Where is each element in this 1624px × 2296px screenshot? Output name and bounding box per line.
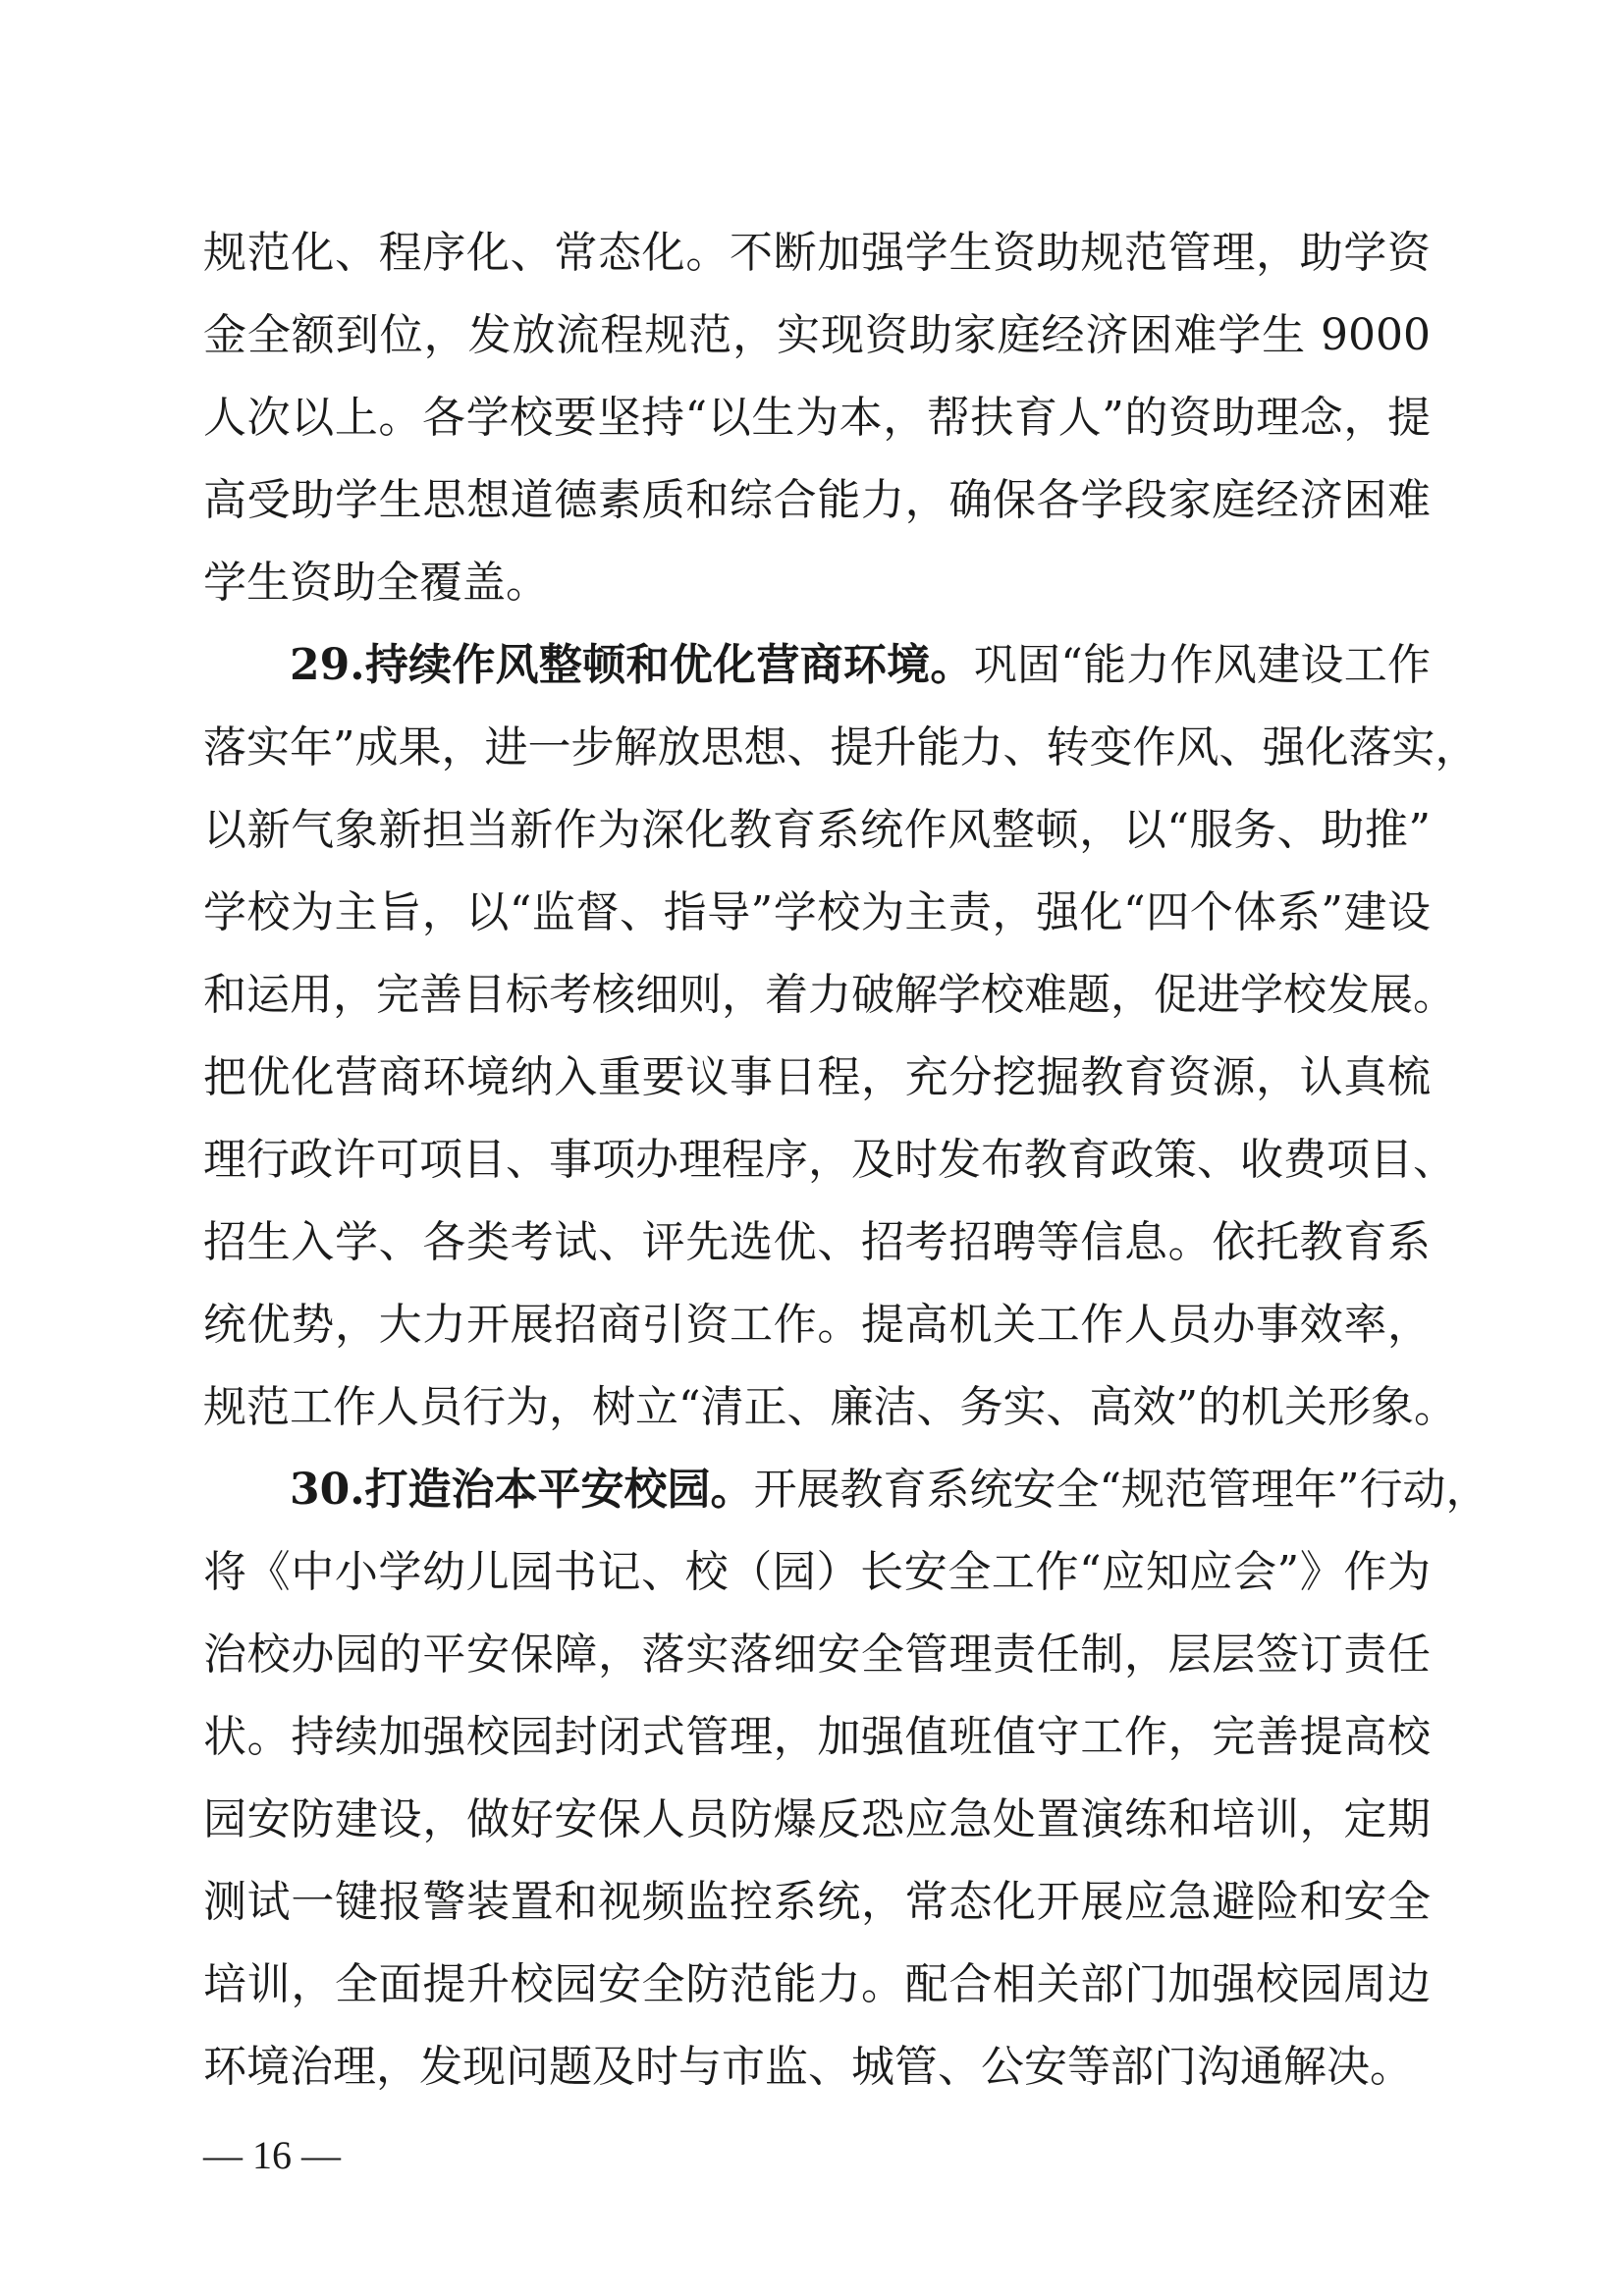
paragraph-line: 人次以上。各学校要坚持“以生为本，帮扶育人”的资助理念，提 — [203, 393, 1431, 443]
heading-line-rest: 巩固“能力作风建设工作 — [973, 640, 1431, 690]
section-heading-30: 30.打造治本平安校园。 — [290, 1465, 754, 1515]
paragraph-line: 治校办园的平安保障，落实落细安全管理责任制，层层签订责任 — [203, 1629, 1431, 1680]
paragraph-line: 规范工作人员行为，树立“清正、廉洁、务实、高效”的机关形象。 — [203, 1382, 1457, 1432]
paragraph-line: 学校为主旨，以“监督、指导”学校为主责，强化“四个体系”建设 — [203, 887, 1431, 937]
paragraph-line: 金全额到位，发放流程规范，实现资助家庭经济困难学生 9000 — [203, 310, 1431, 360]
paragraph-line: 招生入学、各类考试、评先选优、招考招聘等信息。依托教育系 — [203, 1217, 1431, 1267]
paragraph-line: 测试一键报警装置和视频监控系统，常态化开展应急避险和安全 — [203, 1877, 1431, 1927]
paragraph-line: 以新气象新担当新作为深化教育系统作风整顿，以“服务、助推” — [203, 805, 1431, 855]
paragraph-line: 和运用，完善目标考核细则，着力破解学校难题，促进学校发展。 — [203, 970, 1456, 1020]
section-heading-line — [290, 624, 1431, 707]
paragraph-line: 规范化、程序化、常态化。不断加强学生资助规范管理，助学资 — [203, 228, 1431, 278]
paragraph-line: 环境治理，发现问题及时与市监、城管、公安等部门沟通解决。 — [203, 2042, 1413, 2092]
heading-line-rest: 开展教育系统安全“规范管理年”行动， — [753, 1465, 1489, 1515]
paragraph-line: 园安防建设，做好安保人员防爆反恐应急处置演练和培训，定期 — [203, 1794, 1431, 1844]
paragraph-line: 把优化营商环境纳入重要议事日程，充分挖掘教育资源，认真梳 — [203, 1052, 1431, 1102]
paragraph-line: 高受助学生思想道德素质和综合能力，确保各学段家庭经济困难 — [203, 475, 1431, 525]
paragraph-line: 状。持续加强校园封闭式管理，加强值班值守工作，完善提高校 — [203, 1712, 1431, 1762]
section-heading-line — [290, 1449, 1489, 1531]
paragraph-line: 将《中小学幼儿园书记、校（园）长安全工作“应知应会”》作为 — [203, 1547, 1431, 1597]
paragraph-line: 统优势，大力开展招商引资工作。提高机关工作人员办事效率， — [203, 1300, 1431, 1350]
paragraph-line: 落实年”成果，进一步解放思想、提升能力、转变作风、强化落实， — [203, 722, 1479, 773]
paragraph-line: 学生资助全覆盖。 — [203, 558, 549, 608]
paragraph-line: 理行政许可项目、事项办理程序，及时发布教育政策、收费项目、 — [203, 1135, 1456, 1185]
page-number: — 16 — — [203, 2133, 341, 2177]
paragraph-line: 培训，全面提升校园安全防范能力。配合相关部门加强校园周边 — [203, 1959, 1431, 2009]
section-heading-29: 29.持续作风整顿和优化营商环境。 — [290, 640, 974, 690]
